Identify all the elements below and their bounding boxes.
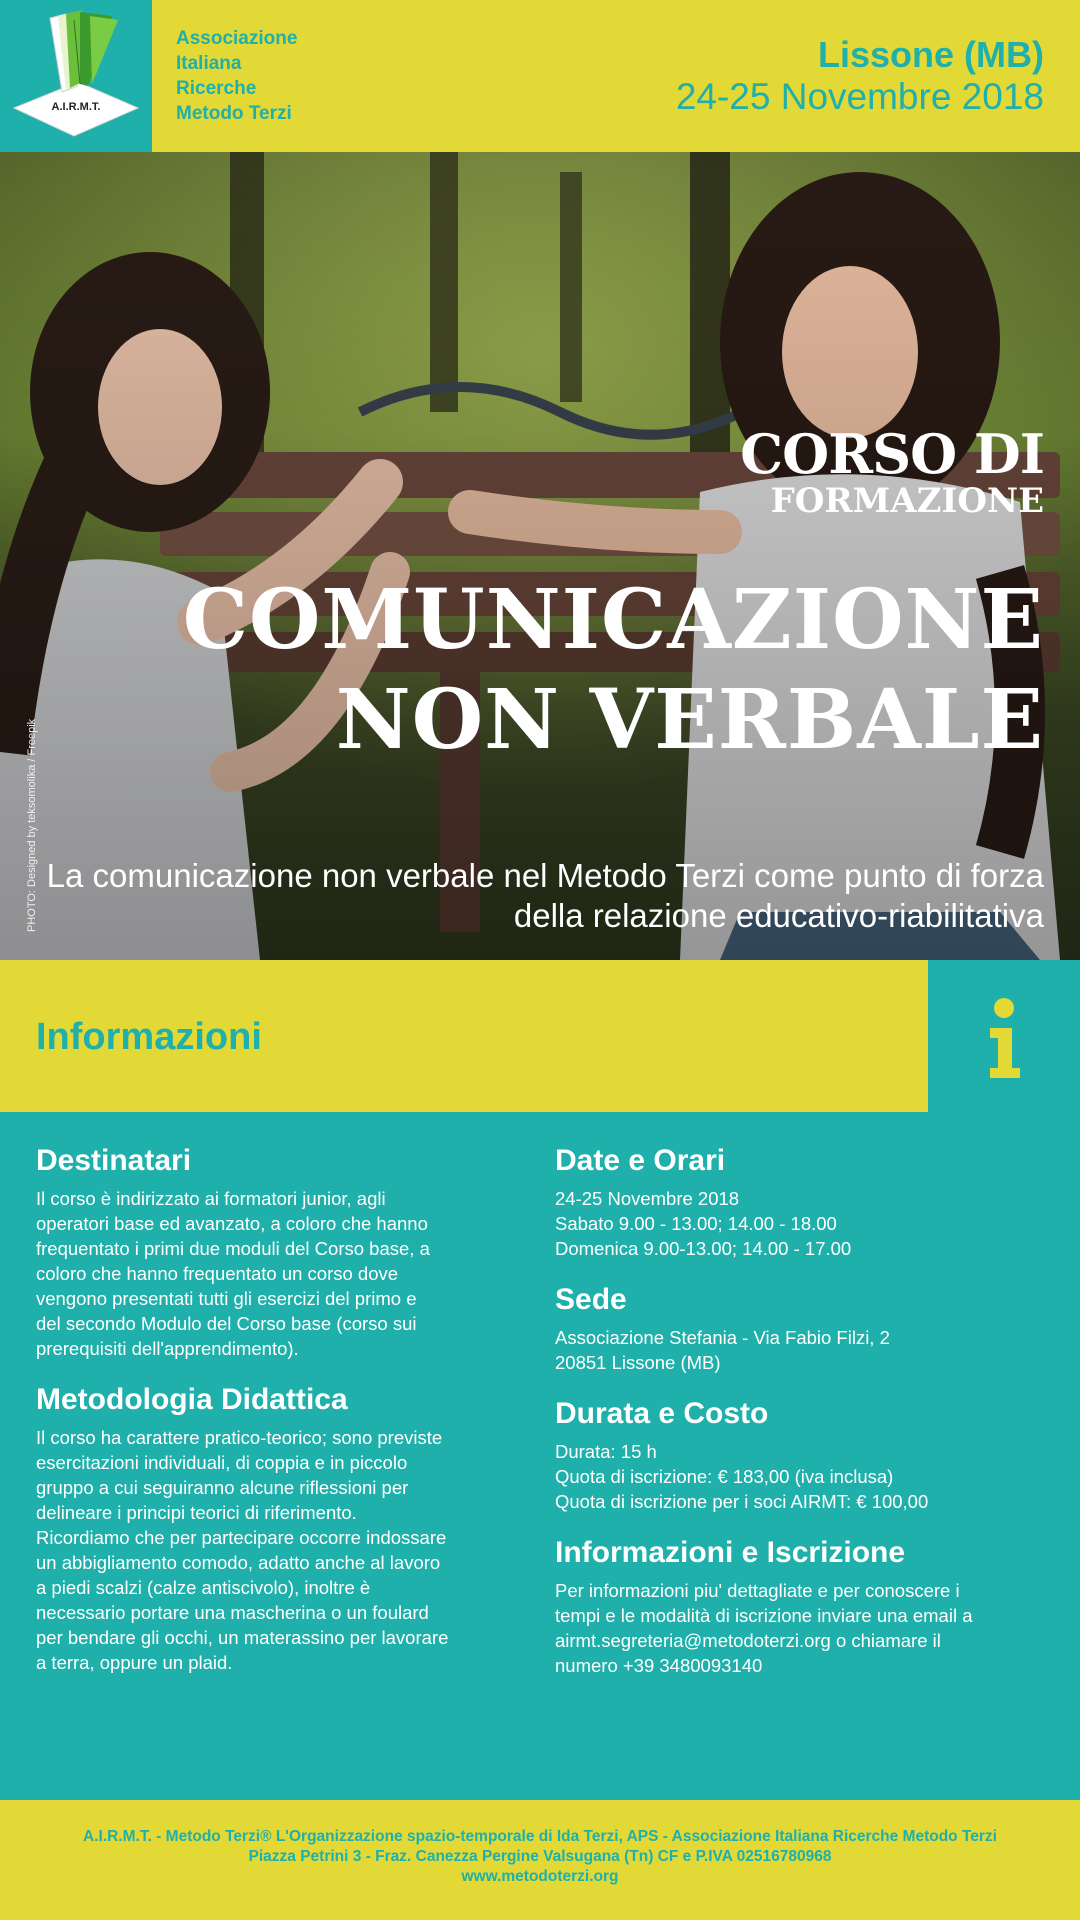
photo-credit: PHOTO: Designed by teksomolika / Freepik — [26, 718, 38, 932]
info-section — [36, 1381, 506, 1675]
info-icon-box — [928, 960, 1080, 1112]
info-section — [555, 1395, 1045, 1514]
section-text-line: a terra, oppure un plaid. — [36, 1652, 233, 1673]
section-text-line: Ricordiamo che per partecipare occorre indossare — [36, 1527, 447, 1548]
section-text-line: Sabato 9.00 - 13.00; 14.00 - 18.00 — [555, 1213, 837, 1234]
section-text-line: 20851 Lissone (MB) — [555, 1352, 721, 1373]
section-text-line: per bendare gli occhi, un materassino per lavorare — [36, 1627, 449, 1648]
section-text-line: un abbigliamento comodo, adatto anche al lavoro — [36, 1552, 441, 1573]
course-kicker-sub: FORMAZIONE — [770, 481, 1044, 521]
section-text-line: Il corso è indirizzato ai formatori junior, agli — [36, 1188, 386, 1209]
section-text-line: necessario portare una mascherina o un foulard — [36, 1602, 429, 1623]
course-title-line-2: NON VERBALE — [335, 672, 1044, 768]
info-section — [36, 1142, 506, 1361]
right-column — [555, 1142, 1045, 1698]
section-text-line: esercitazioni individuali, di coppia e in piccolo — [36, 1452, 408, 1473]
section-text-line: del secondo Modulo del Corso base (corso sui — [36, 1313, 417, 1334]
course-kicker: CORSO DI — [740, 422, 1044, 486]
section-text-line: vengono presentati tutti gli esercizi del primo e — [36, 1288, 417, 1309]
section-text-line: frequentato i primi due moduli del Corso base, a — [36, 1238, 430, 1259]
section-text-line: Per informazioni piu' dettagliate e per conoscere i — [555, 1580, 960, 1601]
logo-text: A.I.R.M.T. — [51, 101, 101, 113]
info-band — [0, 960, 928, 1112]
section-title: Durata e Costo — [555, 1397, 769, 1430]
section-title: Sede — [555, 1283, 627, 1316]
left-column — [36, 1142, 506, 1695]
section-text-line: airmt.segreteria@metodoterzi.org o chiamare il — [555, 1630, 941, 1651]
section-title: Informazioni e Iscrizione — [555, 1536, 906, 1569]
section-text-line: coloro che hanno frequentato un corso dove — [36, 1263, 399, 1284]
info-section — [555, 1142, 1045, 1261]
section-text-line: Domenica 9.00-13.00; 14.00 - 17.00 — [555, 1238, 852, 1259]
section-text-line: Durata: 15 h — [555, 1441, 657, 1462]
hero-section — [0, 152, 1080, 960]
section-title: Metodologia Didattica — [36, 1383, 348, 1416]
section-text-line: 24-25 Novembre 2018 — [555, 1188, 740, 1209]
header — [0, 0, 1080, 152]
section-text-line: prerequisiti dell'apprendimento). — [36, 1338, 299, 1359]
course-subtitle: La comunicazione non verbale nel Metodo Terzi come punto di forza della relazione educativo-riabilitativa — [46, 857, 1044, 934]
info-icon — [928, 960, 1080, 1112]
info-section — [555, 1534, 1045, 1678]
logo — [0, 0, 152, 152]
section-text-line: numero +39 3480093140 — [555, 1655, 763, 1676]
event-city: Lissone (MB) — [817, 34, 1044, 75]
section-text-line: Il corso ha carattere pratico-teorico; sono previste — [36, 1427, 443, 1448]
section-title: Date e Orari — [555, 1144, 726, 1177]
organization-name: Associazione Italiana Ricerche Metodo Terzi — [176, 28, 298, 124]
section-text-line: operatori base ed avanzato, a coloro che hanno — [36, 1213, 428, 1234]
course-title-line-1: COMUNICAZIONE — [182, 572, 1044, 668]
hero-photo — [0, 152, 1080, 960]
section-text-line: Quota di iscrizione: € 183,00 (iva inclusa) — [555, 1466, 894, 1487]
section-text-line: a piedi scalzi (calze antiscivolo), inoltre è — [36, 1577, 371, 1598]
event-dates: 24-25 Novembre 2018 — [675, 76, 1044, 117]
section-text-line: Associazione Stefania - Via Fabio Filzi, 2 — [555, 1327, 890, 1348]
info-title: Informazioni — [36, 1016, 262, 1058]
info-section — [555, 1281, 1045, 1375]
section-text-line: Quota di iscrizione per i soci AIRMT: € 100,00 — [555, 1491, 929, 1512]
section-title: Destinatari — [36, 1144, 192, 1177]
section-text-line: delineare i principi teorici di riferimento. — [36, 1502, 357, 1523]
footer-organization: A.I.R.M.T. - Metodo Terzi® L'Organizzazione spazio-temporale di Ida Terzi, APS - Associazione Italiana Ricerche Metodo Terzi — [83, 1828, 997, 1845]
info-body — [0, 1112, 1080, 1800]
footer-website-link[interactable]: www.metodoterzi.org — [461, 1868, 619, 1885]
footer — [0, 1800, 1080, 1920]
section-text-line: tempi e le modalità di iscrizione inviare una email a — [555, 1605, 973, 1626]
book-logo-icon — [0, 0, 152, 152]
section-text-line: gruppo a cui seguiranno alcune riflessioni per — [36, 1477, 409, 1498]
footer-address: Piazza Petrini 3 - Fraz. Canezza Pergine Valsugana (Tn) CF e P.IVA 02516780968 — [248, 1848, 832, 1865]
